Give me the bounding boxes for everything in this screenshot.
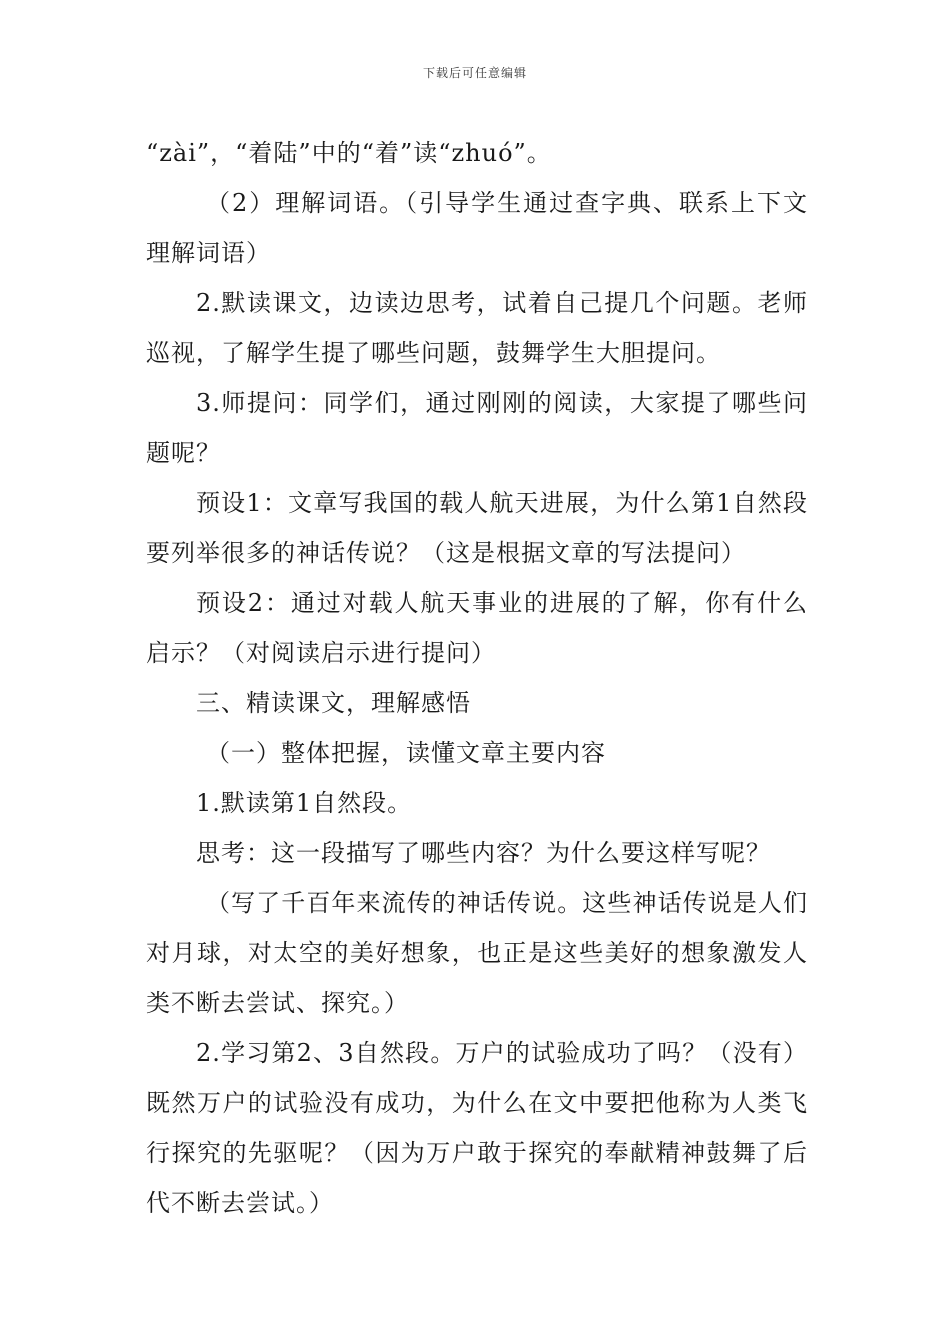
paragraph-answer-myths: （写了千百年来流传的神话传说。这些神话传说是人们对月球，对太空的美好想象，也正是这些美好的想象激发人类不断去尝试、探究。） <box>146 889 808 1017</box>
paragraph-wanhu: 2.学习第2、3自然段。万户的试验成功了吗？（没有）既然万户的试验没有成功，为什么在文中要把他称为人类飞行探究的先驱呢？（因为万户敢于探究的奉献精神鼓舞了后代不断去尝试。） <box>146 1039 808 1217</box>
paragraph-pinyin-note: “zài”，“着陆”中的“着”读“zhuó”。 <box>146 139 552 167</box>
paragraph-preset-2: 预设2：通过对载人航天事业的进展的了解，你有什么启示？（对阅读启示进行提问） <box>146 589 808 667</box>
paragraph-think: 思考：这一段描写了哪些内容？为什么要这样写呢？ <box>196 839 771 867</box>
paragraph-read-first: 1.默读第1自然段。 <box>196 789 413 817</box>
paragraph-preset-1: 预设1：文章写我国的载人航天进展，为什么第1自然段要列举很多的神话传说？（这是根据文章的写法提问） <box>146 489 808 567</box>
paragraph-understand-words: （2）理解词语。（引导学生通过查字典、联系上下文理解词语） <box>146 189 808 267</box>
document-body <box>146 128 808 1228</box>
subsection-heading-overall: （一）整体把握，读懂文章主要内容 <box>206 739 606 767</box>
page-header-watermark: 下载后可任意编辑 <box>422 66 527 80</box>
paragraph-silent-reading: 2.默读课文，边读边思考，试着自己提几个问题。老师巡视，了解学生提了哪些问题，鼓舞学生大胆提问。 <box>146 289 808 367</box>
section-heading-close-reading: 三、精读课文，理解感悟 <box>196 689 471 717</box>
paragraph-teacher-question: 3.师提问：同学们，通过刚刚的阅读，大家提了哪些问题呢？ <box>146 389 808 467</box>
